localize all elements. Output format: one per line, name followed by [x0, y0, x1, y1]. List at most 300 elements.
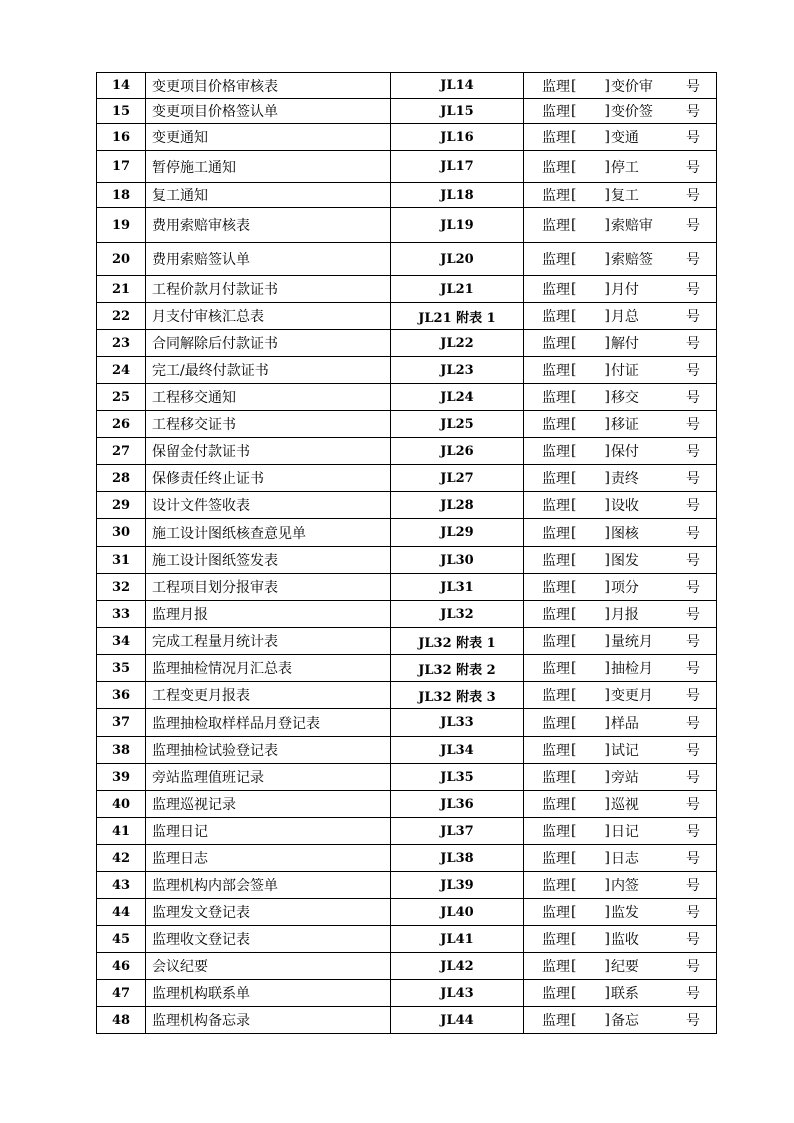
- form-code: JL38: [391, 845, 524, 872]
- reference-format: [524, 414, 716, 434]
- reference-keyword: 停工: [610, 159, 639, 176]
- bracket-open: [: [571, 187, 577, 203]
- form-code: JL40: [391, 899, 524, 926]
- form-code: JL16: [391, 124, 524, 151]
- row-number: 44: [97, 899, 146, 926]
- reference-suffix: 号: [686, 130, 700, 146]
- reference-suffix: 号: [686, 959, 700, 975]
- reference-format: [524, 821, 716, 841]
- reference-prefix: 监理: [542, 78, 570, 95]
- bracket-open: [: [571, 1012, 577, 1028]
- reference-suffix: 号: [686, 336, 700, 352]
- reference-suffix: 号: [686, 1013, 700, 1029]
- bracket-open: [: [571, 158, 577, 175]
- reference-number: [524, 357, 717, 384]
- reference-format: [524, 185, 716, 205]
- row-number: 33: [97, 601, 146, 628]
- reference-number: [524, 492, 717, 519]
- reference-prefix: 监理: [542, 743, 570, 759]
- reference-keyword: 监收: [610, 932, 639, 948]
- form-code: JL32 附表 1: [391, 628, 524, 655]
- row-number: 29: [97, 492, 146, 519]
- bracket-close: ]: [604, 217, 610, 233]
- bracket-close: ]: [604, 769, 610, 785]
- table-row: [97, 411, 717, 438]
- table-row: [97, 519, 717, 547]
- reference-prefix: 监理: [542, 770, 570, 786]
- form-name: 复工通知: [146, 183, 391, 208]
- reference-number: [524, 208, 717, 243]
- form-name: 旁站监理值班记录: [146, 764, 391, 791]
- bracket-close: ]: [604, 904, 610, 920]
- reference-keyword: 付证: [610, 363, 639, 379]
- form-name: 完工/最终付款证书: [146, 357, 391, 384]
- row-number: 48: [97, 1007, 146, 1034]
- reference-suffix: 号: [686, 607, 700, 623]
- form-name: 变更项目价格签认单: [146, 99, 391, 124]
- reference-format: [524, 495, 716, 515]
- row-number: 20: [97, 243, 146, 276]
- row-number: 22: [97, 303, 146, 330]
- form-name: 工程移交证书: [146, 411, 391, 438]
- reference-number: [524, 709, 717, 737]
- reference-number: [524, 574, 717, 601]
- form-code: JL23: [391, 357, 524, 384]
- bracket-open: [: [571, 606, 577, 622]
- bracket-close: ]: [604, 1012, 610, 1028]
- form-code: JL42: [391, 953, 524, 980]
- reference-prefix: 监理: [542, 282, 570, 298]
- reference-keyword: 索赔签: [610, 252, 653, 268]
- reference-format: [524, 441, 716, 461]
- reference-keyword: 月总: [610, 309, 639, 325]
- table-row: [97, 872, 717, 899]
- table-row: [97, 73, 717, 99]
- reference-keyword: 日记: [610, 824, 639, 840]
- reference-number: [524, 547, 717, 574]
- table-row: [97, 330, 717, 357]
- form-code: JL31: [391, 574, 524, 601]
- reference-format: [524, 76, 716, 96]
- reference-number: [524, 438, 717, 465]
- row-number: 47: [97, 980, 146, 1007]
- bracket-close: ]: [604, 158, 610, 175]
- reference-prefix: 监理: [542, 986, 570, 1002]
- reference-number: [524, 899, 717, 926]
- table-row: [97, 791, 717, 818]
- reference-format: [524, 685, 716, 705]
- reference-suffix: 号: [686, 743, 700, 759]
- bracket-open: [: [571, 552, 577, 568]
- reference-keyword: 图核: [610, 525, 639, 542]
- form-code: JL18: [391, 183, 524, 208]
- reference-format: [524, 902, 716, 922]
- table-row: [97, 183, 717, 208]
- reference-number: [524, 682, 717, 709]
- reference-prefix: 监理: [542, 959, 570, 975]
- table-row: [97, 1007, 717, 1034]
- reference-suffix: 号: [686, 282, 700, 298]
- reference-keyword: 索赔审: [610, 218, 653, 234]
- table-row: [97, 208, 717, 243]
- bracket-close: ]: [604, 579, 610, 595]
- bracket-close: ]: [604, 958, 610, 974]
- form-name: 工程移交通知: [146, 384, 391, 411]
- bracket-open: [: [571, 742, 577, 758]
- reference-suffix: 号: [686, 252, 700, 268]
- reference-suffix: 号: [686, 444, 700, 460]
- bracket-close: ]: [604, 742, 610, 758]
- reference-prefix: 监理: [542, 607, 570, 623]
- reference-suffix: 号: [686, 932, 700, 948]
- row-number: 32: [97, 574, 146, 601]
- reference-format: [524, 875, 716, 895]
- reference-suffix: 号: [686, 309, 700, 325]
- form-name: 工程项目划分报审表: [146, 574, 391, 601]
- table-row: [97, 303, 717, 330]
- reference-format: [524, 279, 716, 299]
- bracket-open: [: [571, 850, 577, 866]
- form-code: JL27: [391, 465, 524, 492]
- reference-suffix: 号: [686, 878, 700, 894]
- reference-prefix: 监理: [542, 104, 570, 120]
- form-name: 保修责任终止证书: [146, 465, 391, 492]
- reference-number: [524, 926, 717, 953]
- bracket-open: [: [571, 497, 577, 513]
- reference-prefix: 监理: [542, 471, 570, 487]
- reference-format: [524, 523, 716, 543]
- bracket-open: [: [571, 416, 577, 432]
- reference-keyword: 月付: [610, 282, 639, 298]
- reference-suffix: 号: [686, 553, 700, 569]
- row-number: 45: [97, 926, 146, 953]
- table-row: [97, 764, 717, 791]
- reference-keyword: 移证: [610, 417, 639, 433]
- reference-prefix: 监理: [542, 188, 570, 204]
- bracket-close: ]: [604, 660, 610, 676]
- form-name: 监理日志: [146, 845, 391, 872]
- form-code: JL24: [391, 384, 524, 411]
- form-code: JL22: [391, 330, 524, 357]
- reference-suffix: 号: [686, 634, 700, 650]
- table-row: [97, 357, 717, 384]
- reference-prefix: 监理: [542, 130, 570, 146]
- reference-suffix: 号: [686, 770, 700, 786]
- reference-suffix: 号: [686, 390, 700, 406]
- reference-number: [524, 465, 717, 492]
- form-name: 会议纪要: [146, 953, 391, 980]
- form-name: 监理收文登记表: [146, 926, 391, 953]
- reference-format: [524, 848, 716, 868]
- reference-suffix: 号: [686, 363, 700, 379]
- row-number: 39: [97, 764, 146, 791]
- reference-prefix: 监理: [542, 252, 570, 268]
- form-code: JL17: [391, 151, 524, 183]
- row-number: 24: [97, 357, 146, 384]
- row-number: 14: [97, 73, 146, 99]
- bracket-open: [: [571, 633, 577, 649]
- form-name: 合同解除后付款证书: [146, 330, 391, 357]
- row-number: 46: [97, 953, 146, 980]
- form-name: 施工设计图纸签发表: [146, 547, 391, 574]
- reference-number: [524, 764, 717, 791]
- reference-format: [524, 127, 716, 147]
- table-body: [97, 73, 717, 1034]
- bracket-close: ]: [604, 497, 610, 513]
- reference-format: [524, 333, 716, 353]
- bracket-open: [: [571, 769, 577, 785]
- reference-keyword: 变价签: [610, 104, 653, 120]
- bracket-close: ]: [604, 129, 610, 145]
- reference-number: [524, 1007, 717, 1034]
- reference-number: [524, 303, 717, 330]
- form-name: 保留金付款证书: [146, 438, 391, 465]
- form-code: JL19: [391, 208, 524, 243]
- reference-suffix: 号: [686, 905, 700, 921]
- form-name: 费用索赔签认单: [146, 243, 391, 276]
- reference-number: [524, 151, 717, 183]
- reference-suffix: 号: [686, 417, 700, 433]
- reference-suffix: 号: [686, 159, 700, 176]
- bracket-open: [: [571, 687, 577, 703]
- form-code: JL20: [391, 243, 524, 276]
- reference-format: [524, 360, 716, 380]
- row-number: 17: [97, 151, 146, 183]
- form-name: 变更项目价格审核表: [146, 73, 391, 99]
- reference-number: [524, 384, 717, 411]
- row-number: 36: [97, 682, 146, 709]
- row-number: 16: [97, 124, 146, 151]
- bracket-open: [: [571, 217, 577, 233]
- form-code: JL44: [391, 1007, 524, 1034]
- reference-prefix: 监理: [542, 797, 570, 813]
- form-code: JL32 附表 2: [391, 655, 524, 682]
- reference-keyword: 项分: [610, 580, 639, 596]
- reference-keyword: 日志: [610, 851, 639, 867]
- reference-prefix: 监理: [542, 688, 570, 704]
- form-code: JL25: [391, 411, 524, 438]
- bracket-close: ]: [604, 823, 610, 839]
- reference-keyword: 变价审: [610, 78, 653, 95]
- reference-number: [524, 628, 717, 655]
- form-code: JL36: [391, 791, 524, 818]
- reference-keyword: 变通: [610, 130, 639, 146]
- reference-number: [524, 243, 717, 276]
- reference-keyword: 月报: [610, 607, 639, 623]
- reference-suffix: 号: [686, 851, 700, 867]
- form-name: 完成工程量月统计表: [146, 628, 391, 655]
- bracket-close: ]: [604, 687, 610, 703]
- reference-number: [524, 276, 717, 303]
- reference-prefix: 监理: [542, 1013, 570, 1029]
- bracket-close: ]: [604, 714, 610, 731]
- bracket-close: ]: [604, 362, 610, 378]
- form-code: JL35: [391, 764, 524, 791]
- bracket-open: [: [571, 524, 577, 541]
- reference-suffix: 号: [686, 78, 700, 95]
- row-number: 15: [97, 99, 146, 124]
- table-row: [97, 899, 717, 926]
- bracket-close: ]: [604, 877, 610, 893]
- bracket-open: [: [571, 660, 577, 676]
- reference-keyword: 备忘: [610, 1013, 639, 1029]
- reference-prefix: 监理: [542, 390, 570, 406]
- reference-number: [524, 791, 717, 818]
- form-name: 监理机构内部会签单: [146, 872, 391, 899]
- row-number: 23: [97, 330, 146, 357]
- form-code: JL37: [391, 818, 524, 845]
- bracket-close: ]: [604, 552, 610, 568]
- reference-format: [524, 740, 716, 760]
- form-name: 监理发文登记表: [146, 899, 391, 926]
- reference-keyword: 复工: [610, 188, 639, 204]
- row-number: 18: [97, 183, 146, 208]
- reference-format: [524, 101, 716, 121]
- table-row: [97, 243, 717, 276]
- reference-prefix: 监理: [542, 444, 570, 460]
- table-row: [97, 818, 717, 845]
- reference-format: [524, 306, 716, 326]
- table-row: [97, 124, 717, 151]
- reference-number: [524, 845, 717, 872]
- reference-keyword: 变更月: [610, 688, 653, 704]
- form-code: JL30: [391, 547, 524, 574]
- form-code: JL32: [391, 601, 524, 628]
- reference-format: [524, 794, 716, 814]
- form-code: JL28: [391, 492, 524, 519]
- reference-suffix: 号: [686, 986, 700, 1002]
- form-code: JL34: [391, 737, 524, 764]
- reference-keyword: 设收: [610, 498, 639, 514]
- reference-prefix: 监理: [542, 905, 570, 921]
- form-code: JL14: [391, 73, 524, 99]
- row-number: 43: [97, 872, 146, 899]
- reference-prefix: 监理: [542, 878, 570, 894]
- reference-keyword: 巡视: [610, 797, 639, 813]
- bracket-open: [: [571, 579, 577, 595]
- reference-suffix: 号: [686, 218, 700, 234]
- table-row: [97, 709, 717, 737]
- table-row: [97, 737, 717, 764]
- bracket-open: [: [571, 470, 577, 486]
- reference-format: [524, 631, 716, 651]
- reference-prefix: 监理: [542, 525, 570, 542]
- bracket-open: [: [571, 823, 577, 839]
- reference-keyword: 量统月: [610, 634, 653, 650]
- form-code: JL43: [391, 980, 524, 1007]
- reference-format: [524, 387, 716, 407]
- bracket-open: [: [571, 796, 577, 812]
- reference-number: [524, 183, 717, 208]
- bracket-close: ]: [604, 796, 610, 812]
- reference-number: [524, 655, 717, 682]
- reference-suffix: 号: [686, 715, 700, 732]
- reference-keyword: 责终: [610, 471, 639, 487]
- form-code: JL15: [391, 99, 524, 124]
- form-name: 监理抽检取样样品月登记表: [146, 709, 391, 737]
- reference-number: [524, 99, 717, 124]
- reference-suffix: 号: [686, 525, 700, 542]
- form-code: JL32 附表 3: [391, 682, 524, 709]
- reference-format: [524, 929, 716, 949]
- form-name: 监理抽检情况月汇总表: [146, 655, 391, 682]
- table-row: [97, 980, 717, 1007]
- reference-format: [524, 249, 716, 269]
- table-row: [97, 547, 717, 574]
- reference-suffix: 号: [686, 188, 700, 204]
- reference-keyword: 旁站: [610, 770, 639, 786]
- table-row: [97, 465, 717, 492]
- bracket-close: ]: [604, 335, 610, 351]
- row-number: 37: [97, 709, 146, 737]
- form-code: JL29: [391, 519, 524, 547]
- reference-number: [524, 330, 717, 357]
- row-number: 28: [97, 465, 146, 492]
- table-row: [97, 438, 717, 465]
- bracket-open: [: [571, 904, 577, 920]
- form-name: 施工设计图纸核查意见单: [146, 519, 391, 547]
- row-number: 25: [97, 384, 146, 411]
- bracket-open: [: [571, 443, 577, 459]
- reference-format: [524, 604, 716, 624]
- bracket-close: ]: [604, 443, 610, 459]
- bracket-close: ]: [604, 470, 610, 486]
- reference-keyword: 内签: [610, 878, 639, 894]
- bracket-open: [: [571, 714, 577, 731]
- form-name: 工程变更月报表: [146, 682, 391, 709]
- row-number: 41: [97, 818, 146, 845]
- bracket-close: ]: [604, 77, 610, 94]
- reference-prefix: 监理: [542, 309, 570, 325]
- bracket-open: [: [571, 251, 577, 267]
- bracket-open: [: [571, 389, 577, 405]
- form-name: 监理机构联系单: [146, 980, 391, 1007]
- reference-prefix: 监理: [542, 661, 570, 677]
- reference-suffix: 号: [686, 104, 700, 120]
- reference-suffix: 号: [686, 824, 700, 840]
- bracket-open: [: [571, 877, 577, 893]
- bracket-close: ]: [604, 606, 610, 622]
- form-name: 监理巡视记录: [146, 791, 391, 818]
- row-number: 35: [97, 655, 146, 682]
- reference-prefix: 监理: [542, 498, 570, 514]
- bracket-close: ]: [604, 308, 610, 324]
- table-row: [97, 926, 717, 953]
- bracket-close: ]: [604, 251, 610, 267]
- reference-number: [524, 818, 717, 845]
- bracket-close: ]: [604, 931, 610, 947]
- reference-format: [524, 1010, 716, 1030]
- row-number: 26: [97, 411, 146, 438]
- form-name: 暂停施工通知: [146, 151, 391, 183]
- reference-prefix: 监理: [542, 851, 570, 867]
- reference-suffix: 号: [686, 580, 700, 596]
- form-name: 月支付审核汇总表: [146, 303, 391, 330]
- table-row: [97, 99, 717, 124]
- bracket-open: [: [571, 129, 577, 145]
- reference-format: [524, 215, 716, 235]
- reference-format: [524, 550, 716, 570]
- bracket-open: [: [571, 931, 577, 947]
- row-number: 30: [97, 519, 146, 547]
- form-name: 设计文件签收表: [146, 492, 391, 519]
- reference-keyword: 纪要: [610, 959, 639, 975]
- table-row: [97, 845, 717, 872]
- bracket-close: ]: [604, 103, 610, 119]
- reference-prefix: 监理: [542, 336, 570, 352]
- reference-number: [524, 953, 717, 980]
- reference-suffix: 号: [686, 471, 700, 487]
